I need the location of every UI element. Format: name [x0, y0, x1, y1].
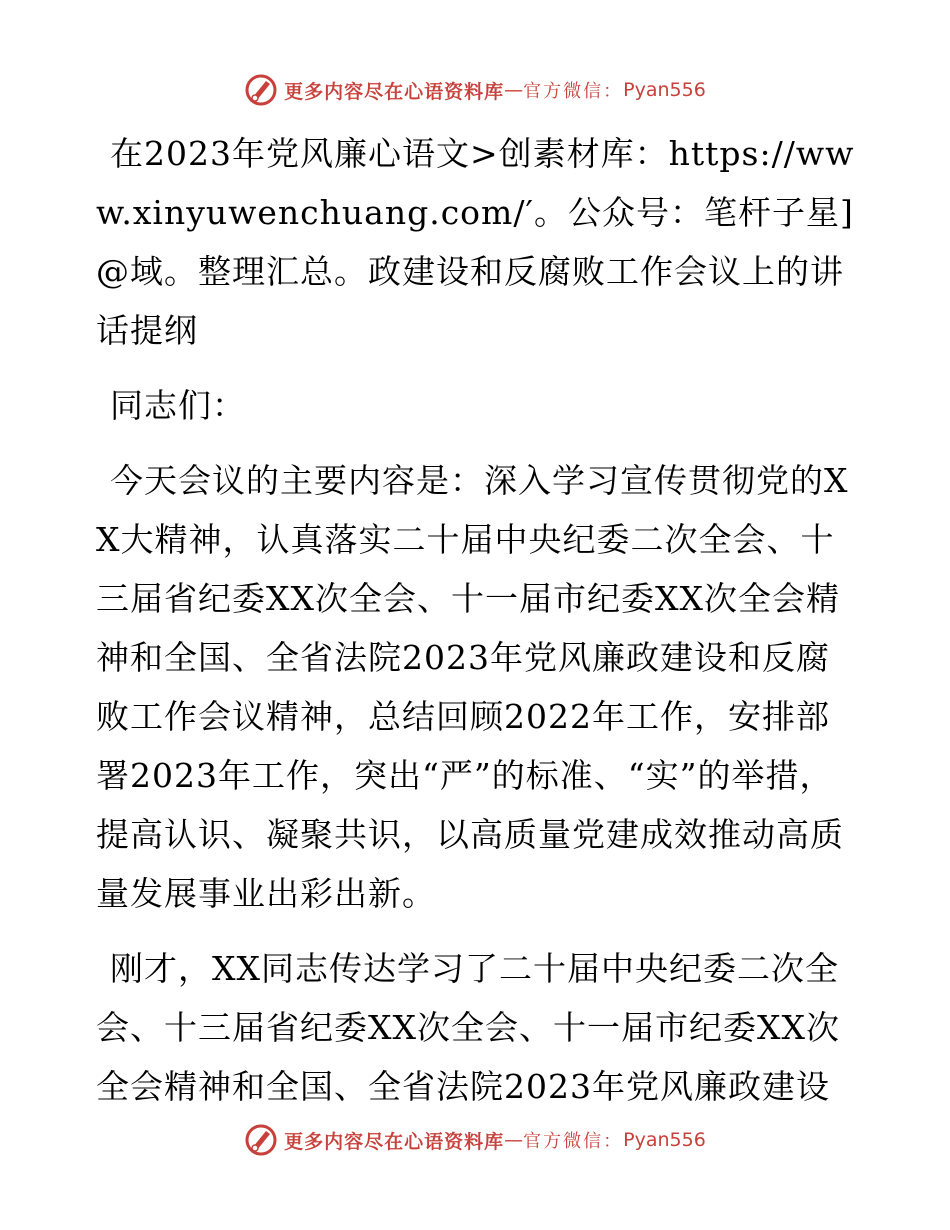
banner-dash: —: [504, 1129, 524, 1151]
banner-slogan: 更多内容尽在心语资料库: [284, 1130, 505, 1153]
document-body: [96, 124, 856, 1132]
banner-slogan: 更多内容尽在心语资料库: [284, 80, 505, 103]
banner-wechat-id: Pyan556: [623, 1129, 706, 1151]
salutation-paragraph: 同志们：: [110, 386, 246, 425]
banner-wechat-label: 官方微信：: [523, 81, 624, 102]
body-paragraph: 今天会议的主要内容是：深入学习宣传贯彻党的XX大精神，认真落实二十届中央纪委二次全会、十三届省纪委XX次全会、十一届市纪委XX次全会精神和全国、全省法院2023年党风廉政建设和反腐败工作会议精神，总结回顾2022年工作，安排部署2023年工作，突出“严”的标准、“实”的举措，提高认识、凝聚共识，以高质量党建成效推动高质量发展事业出彩出新。: [96, 461, 849, 913]
title-paragraph: 在2023年党风廉心语文>创素材库：https://www.xinyuwenchuang.com/′。公众号：笔杆子星]@域。整理汇总。政建设和反腐败工作会议上的讲话提纲: [96, 134, 855, 350]
banner-wechat-label: 官方微信：: [523, 1131, 624, 1152]
banner-dash: —: [504, 79, 524, 101]
body-paragraph: 刚才，XX同志传达学习了二十届中央纪委二次全会、十三届省纪委XX次全会、十一届市纪委XX次全会精神和全国、全省法院2023年党风廉政建设: [96, 949, 840, 1106]
brand-logo-icon: [244, 73, 278, 107]
banner-wechat-id: Pyan556: [623, 79, 706, 101]
footer-banner: [0, 1120, 950, 1160]
header-banner: [0, 70, 950, 110]
brand-logo-icon: [244, 1123, 278, 1157]
